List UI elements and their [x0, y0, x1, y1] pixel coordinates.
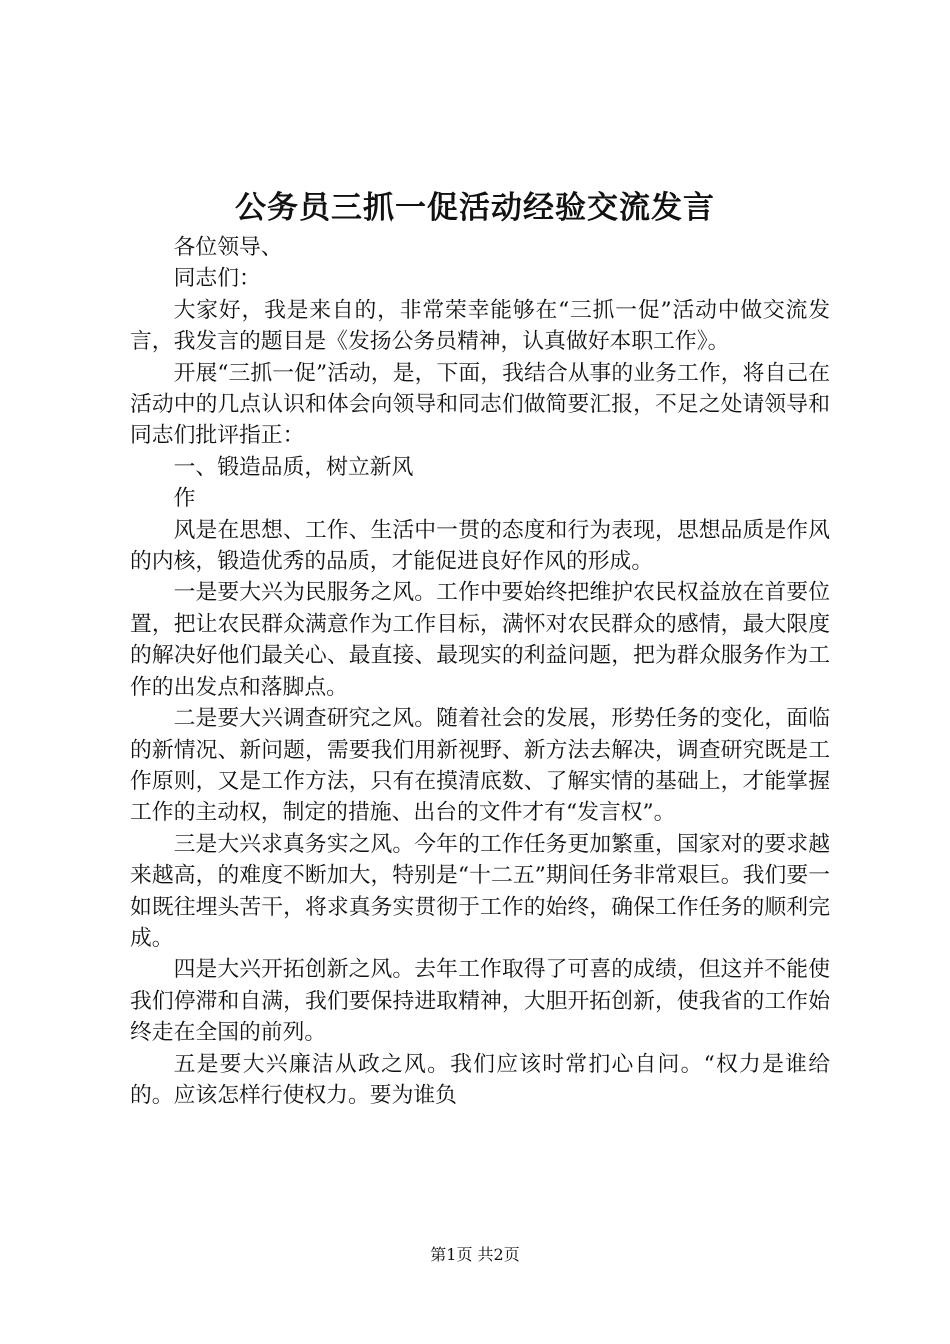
point-paragraph-3: 三是大兴求真务实之风。今年的工作任务更加繁重，国家对的要求越来越高，的难度不断加大，特别是“十二五”期间任务非常艰巨。我们要一如既往埋头苦干，将求真务实贯彻于工作的始终，确保工作任务的顺利完成。 [130, 831, 830, 951]
salutation-line-2: 同志们： [173, 266, 261, 292]
point-paragraph-1: 一是要大兴为民服务之风。工作中要始终把维护农民权益放在首要位置，把让农民群众满意作为工作目标，满怀对农民群众的感情，最大限度的解决好他们最关心、最直接、最现实的利益问题，把为群众服务作为工作的出发点和落脚点。 [130, 580, 830, 700]
body-paragraph: 风是在思想、工作、生活中一贯的态度和行为表现，思想品质是作风的内核，锻造优秀的品质，才能促进良好作风的形成。 [130, 517, 830, 575]
page-number-footer: 第1页 共2页 [430, 1245, 520, 1264]
point-paragraph-4: 四是大兴开拓创新之风。去年工作取得了可喜的成绩，但这并不能使我们停滞和自满，我们要保持进取精神，大胆开拓创新，使我省的工作始终走在全国的前列。 [130, 957, 830, 1046]
document-body [130, 232, 830, 1111]
salutation-line-1: 各位领导、 [173, 235, 283, 260]
body-paragraph: 作 [173, 486, 196, 512]
point-paragraph-2: 二是要大兴调查研究之风。随着社会的发展，形势任务的变化，面临的新情况、新问题，需要我们用新视野、新方法去解决，调查研究既是工作原则，又是工作方法，只有在摸清底数、了解实情的基础上，才能掌握工作的主动权，制定的措施、出台的文件才有“发言权”。 [130, 706, 830, 826]
document-title: 公务员三抓一促活动经验交流发言 [235, 190, 715, 226]
section-heading-1: 一、锻造品质，树立新风 [173, 454, 414, 480]
point-paragraph-5: 五是要大兴廉洁从政之风。我们应该时常扪心自问。“权力是谁给的。应该怎样行使权力。要为谁负 [130, 1051, 830, 1108]
opening-paragraph: 大家好，我是来自的，非常荣幸能够在“三抓一促”活动中做交流发言，我发言的题目是《发扬公务员精神，认真做好本职工作》。 [130, 297, 830, 355]
intro-paragraph: 开展“三抓一促”活动，是，下面，我结合从事的业务工作，将自己在活动中的几点认识和体会向领导和同志们做简要汇报，不足之处请领导和同志们批评指正： [130, 360, 830, 449]
